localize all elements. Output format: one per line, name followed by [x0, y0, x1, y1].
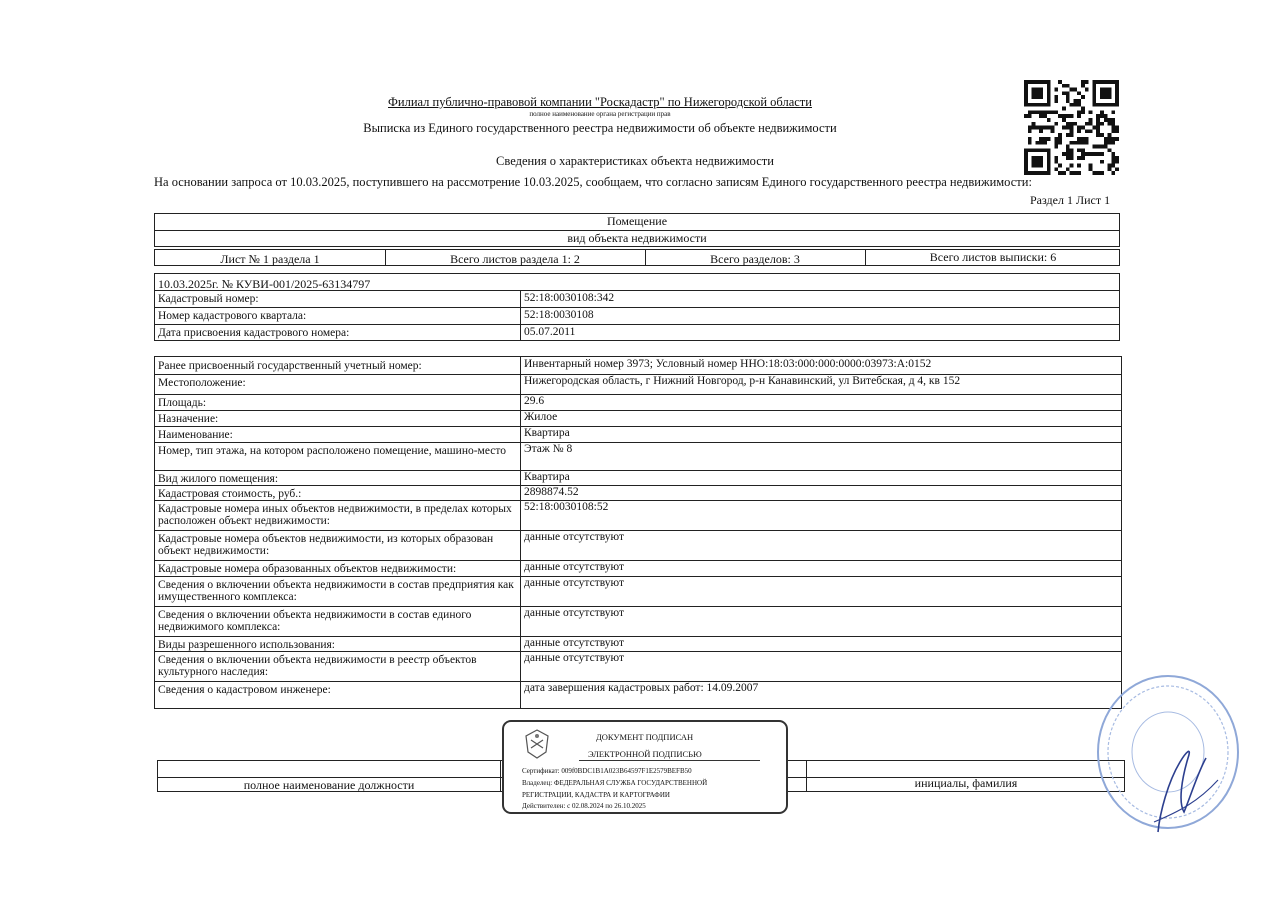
characteristic-value: данные отсутствуют [524, 531, 624, 543]
round-seal [1088, 662, 1242, 840]
stamp-certificate: Сертификат: 009f0BDC1B1A023B64597F1E2579BEFB50 [522, 767, 692, 775]
extract-reference: 10.03.2025г. № КУВИ-001/2025-63134797 [158, 277, 371, 291]
characteristic-label: Сведения о кадастровом инженере: [158, 684, 331, 696]
characteristic-value: 2898874.52 [524, 486, 579, 498]
characteristic-label: Наименование: [158, 429, 233, 441]
document-title: Выписка из Единого государственного реестра недвижимости об объекте недвижимости [363, 121, 837, 135]
position-caption: полное наименование должности [243, 778, 415, 792]
stamp-line2: ЭЛЕКТРОННОЙ ПОДПИСЬЮ [588, 749, 702, 759]
cadastral-label: Кадастровый номер: [158, 293, 259, 305]
request-basis: На основании запроса от 10.03.2025, поступившего на рассмотрение 10.03.2025, сообщаем, что согласно записям Единого государственного реестра недвижимости: [154, 175, 1032, 189]
sheet-number: Лист № 1 раздела 1 [220, 252, 320, 266]
name-caption: инициалы, фамилия [914, 776, 1018, 790]
characteristic-value: дата завершения кадастровых работ: 14.09.2007 [524, 682, 759, 694]
object-type-box [154, 213, 1120, 247]
org-name: Филиал публично-правовой компании "Роскадастр" по Нижегородской области [388, 95, 812, 109]
total-extract-sheets: Всего листов выписки: 6 [929, 250, 1057, 264]
characteristic-value: Нижегородская область, г Нижний Новгород, р-н Канавинский, ул Витебская, д 4, кв 152 [524, 375, 961, 387]
cadastral-label: Дата присвоения кадастрового номера: [158, 327, 350, 339]
characteristic-label: Виды разрешенного использования: [158, 639, 335, 651]
total-sections: Всего разделов: 3 [710, 252, 800, 266]
cadastral-table [154, 273, 1120, 341]
document-subtitle: Сведения о характеристиках объекта недвижимости [496, 154, 774, 168]
characteristic-label: Назначение: [158, 413, 219, 425]
cadastral-value: 05.07.2011 [524, 326, 576, 338]
cadastral-value: 52:18:0030108 [524, 309, 594, 321]
characteristic-label: Сведения о включении объекта недвижимости в состав предприятия как имущественного комплекса: [158, 579, 514, 603]
cadastral-label: Номер кадастрового квартала: [158, 310, 307, 322]
characteristic-value: Жилое [524, 411, 558, 423]
characteristic-value: данные отсутствуют [524, 577, 624, 589]
characteristic-value: 52:18:0030108:52 [524, 501, 609, 513]
characteristics-table [154, 356, 1122, 709]
stamp-line1: ДОКУМЕНТ ПОДПИСАН [596, 732, 694, 742]
characteristic-value: данные отсутствуют [524, 652, 624, 664]
characteristic-value: данные отсутствуют [524, 607, 624, 619]
characteristic-label: Кадастровые номера иных объектов недвижимости, в пределах которых расположен объект недвижимости: [158, 503, 512, 527]
emblem-icon [522, 728, 552, 760]
characteristic-value: Квартира [524, 471, 570, 483]
characteristic-label: Ранее присвоенный государственный учетный номер: [158, 360, 422, 372]
stamp-owner: Владелец: ФЕДЕРАЛЬНАЯ СЛУЖБА ГОСУДАРСТВЕННОЙ [522, 779, 708, 787]
sheet-info-row [154, 249, 1120, 266]
org-caption: полное наименование органа регистрации прав [529, 110, 671, 118]
qr-code [1024, 80, 1119, 175]
characteristic-value: Квартира [524, 427, 570, 439]
characteristic-value: 29.6 [524, 395, 545, 407]
section-sheet: Раздел 1 Лист 1 [1030, 193, 1111, 207]
characteristic-label: Кадастровые номера образованных объектов недвижимости: [158, 563, 457, 575]
characteristic-value: Инвентарный номер 3973; Условный номер ННО:18:03:000:000:0000:03973:А:0152 [524, 358, 932, 370]
characteristic-label: Площадь: [158, 397, 207, 409]
characteristic-value: данные отсутствуют [524, 637, 624, 649]
characteristic-label: Кадастровая стоимость, руб.: [158, 488, 302, 500]
object-type-caption: вид объекта недвижимости [567, 231, 707, 245]
sheets-in-section: Всего листов раздела 1: 2 [450, 252, 580, 266]
stamp-validity: Действителен: с 02.08.2024 по 26.10.2025 [522, 802, 646, 810]
characteristic-label: Сведения о включении объекта недвижимости в реестр объектов культурного наследия: [158, 654, 477, 678]
characteristic-label: Номер, тип этажа, на котором расположено помещение, машино-место [158, 445, 506, 457]
object-type: Помещение [606, 214, 668, 228]
characteristic-label: Вид жилого помещения: [158, 473, 279, 485]
cadastral-value: 52:18:0030108:342 [524, 292, 615, 304]
characteristic-label: Сведения о включении объекта недвижимости в состав единого недвижимого комплекса: [158, 609, 472, 633]
characteristic-label: Местоположение: [158, 377, 246, 389]
characteristic-value: Этаж № 8 [524, 443, 573, 455]
stamp-owner2: РЕГИСТРАЦИИ, КАДАСТРА И КАРТОГРАФИИ [522, 791, 670, 799]
characteristic-label: Кадастровые номера объектов недвижимости, из которых образован объект недвижимости: [158, 533, 494, 557]
characteristic-value: данные отсутствуют [524, 561, 624, 573]
e-signature-stamp [502, 720, 788, 814]
